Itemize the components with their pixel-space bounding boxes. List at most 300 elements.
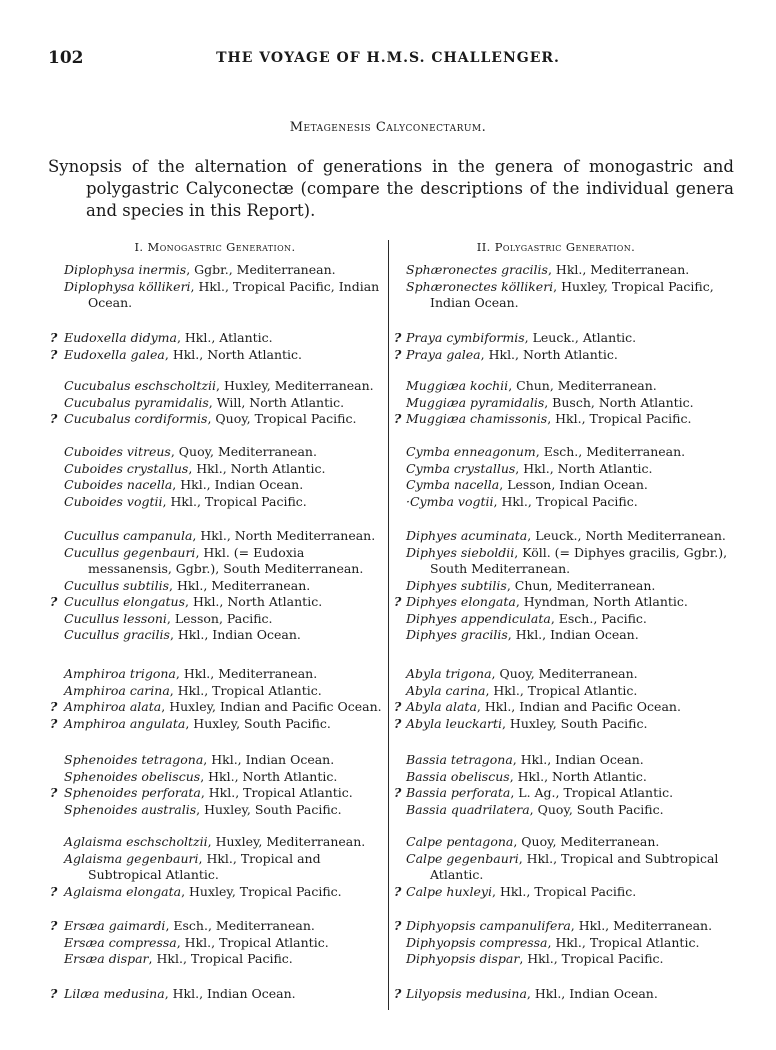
species-authority: , L. Ag., Tropical Atlantic. <box>510 785 674 800</box>
species-authority: , Hkl., Mediterranean. <box>547 262 690 277</box>
running-head: THE VOYAGE OF H.M.S. CHALLENGER. <box>216 50 560 66</box>
species-entry <box>38 477 383 494</box>
page-number: 102 <box>48 48 84 68</box>
species-entry <box>38 611 383 628</box>
species-line <box>64 545 383 578</box>
species-line <box>64 627 383 644</box>
species-authority: , Esch., Mediterranean. <box>535 444 686 459</box>
query-mark: ? <box>50 411 58 426</box>
species-line <box>406 444 732 461</box>
species-line <box>406 834 732 851</box>
species-line <box>64 834 383 851</box>
left-species-group <box>38 986 383 1003</box>
species-authority: , Hkl., Tropical and Subtropical Atlantic. <box>430 850 719 882</box>
species-entry <box>392 461 732 478</box>
species-line <box>64 785 383 802</box>
species-name: Lilyopsis medusina <box>406 986 527 1001</box>
query-mark: ? <box>50 918 58 933</box>
species-line <box>406 986 732 1003</box>
species-entry <box>392 444 732 461</box>
species-line <box>406 716 732 733</box>
species-authority: , Huxley, South Pacific. <box>196 801 342 817</box>
synopsis-text: Synopsis of the alternation of generations in the genera of monogastric and polygastric Calyconectæ (compare the descriptions of the individual genera and species in this Report). <box>48 157 734 220</box>
species-name: Abyla trigona <box>406 666 492 681</box>
right-column-heading: II. Polygastric Generation. <box>476 240 636 254</box>
species-entry <box>38 494 383 511</box>
species-line <box>406 666 732 683</box>
species-line <box>406 802 732 819</box>
species-authority: , Hkl., Tropical Pacific. <box>162 493 307 509</box>
species-authority: , Leuck., Atlantic. <box>524 330 637 345</box>
species-authority: , Hkl., Mediterranean. <box>169 577 311 593</box>
species-authority: , Hkl., Tropical and Subtropical Atlantic. <box>88 850 321 882</box>
species-authority: , Quoy, Mediterranean. <box>170 444 317 459</box>
species-entry <box>392 279 732 312</box>
species-entry <box>392 785 732 802</box>
species-authority: , Will, North Atlantic. <box>208 394 345 410</box>
right-species-group <box>392 262 732 312</box>
species-line <box>406 884 732 901</box>
species-line <box>64 494 383 511</box>
species-entry <box>392 716 732 733</box>
species-line <box>64 411 383 428</box>
species-entry <box>38 411 383 428</box>
species-name: Diphyes gracilis <box>406 627 508 642</box>
query-mark: ? <box>394 986 402 1001</box>
species-name: Cuboides crystallus <box>64 460 189 476</box>
species-name: Diphyes acuminata <box>406 528 528 543</box>
species-authority: , Hkl., Tropical Pacific. <box>547 411 692 426</box>
right-species-group <box>392 378 732 428</box>
query-mark: ? <box>394 785 402 800</box>
species-entry <box>392 378 732 395</box>
species-authority: , Hkl., Indian Ocean. <box>169 627 301 642</box>
species-name: Diphyopsis campanulifera <box>406 918 571 933</box>
section-title: Metagenesis Calyconectarum. <box>289 120 487 135</box>
species-authority: , Köll. (= Diphyes gracilis, Ggbr.), South Mediterranean. <box>430 544 728 576</box>
species-name: Abyla alata <box>406 699 477 714</box>
species-entry <box>392 477 732 494</box>
species-entry <box>38 444 383 461</box>
species-name: Praya galea <box>406 346 481 362</box>
species-entry <box>392 627 732 644</box>
left-species-group <box>38 752 383 818</box>
species-authority: , Hkl., Indian Ocean. <box>203 752 335 767</box>
species-entry <box>38 834 383 851</box>
species-authority: , Hkl., North Atlantic. <box>480 346 618 362</box>
species-name: Cucullus gegenbauri <box>64 544 196 560</box>
species-authority: , Hkl., North Atlantic. <box>509 768 647 784</box>
left-species-group <box>38 528 383 644</box>
left-species-group <box>38 330 383 363</box>
species-entry <box>38 395 383 412</box>
left-column-heading: I. Monogastric Generation. <box>134 240 296 254</box>
species-name: Sphæronectes köllikeri <box>406 278 554 294</box>
species-authority: , Esch., Pacific. <box>550 610 647 626</box>
species-entry <box>392 347 732 364</box>
species-authority: , Hkl., Indian Ocean. <box>172 477 304 492</box>
species-line <box>406 785 732 802</box>
species-name: Cucullus gracilis <box>64 627 170 642</box>
species-entry <box>38 545 383 578</box>
species-name: Diphyes sieboldii <box>406 544 515 560</box>
species-authority: , Hkl., Tropical Atlantic. <box>176 934 329 950</box>
species-line <box>406 494 732 511</box>
species-authority: , Hkl., Tropical Atlantic. <box>547 934 700 950</box>
species-line <box>64 935 383 952</box>
species-name: Cucubalus pyramidalis <box>64 394 209 410</box>
species-line <box>406 545 732 578</box>
species-line <box>64 951 383 968</box>
species-entry <box>38 851 383 884</box>
species-authority: , Huxley, Indian and Pacific Ocean. <box>161 699 382 714</box>
species-authority: , Hkl., Tropical Pacific. <box>492 883 637 899</box>
species-name: Amphiroa alata <box>64 699 162 714</box>
species-authority: , Hkl., North Atlantic. <box>200 768 338 784</box>
species-authority: , Huxley, Tropical Pacific, Indian Ocean. <box>430 278 714 310</box>
species-name: Cuboides vitreus <box>64 444 171 459</box>
left-species-group <box>38 666 383 732</box>
species-line <box>406 578 732 595</box>
species-name: Cymba nacella <box>406 477 500 492</box>
query-mark: ? <box>394 411 402 426</box>
species-line <box>64 683 383 700</box>
species-line <box>406 395 732 412</box>
species-entry <box>38 918 383 935</box>
species-authority: , Chun, Mediterranean. <box>508 378 657 393</box>
species-line <box>406 683 732 700</box>
species-line <box>406 918 732 935</box>
species-name: Amphiroa trigona <box>64 666 176 681</box>
species-entry <box>392 683 732 700</box>
species-authority: , Hkl., North Atlantic. <box>164 346 303 362</box>
query-mark: ? <box>50 883 58 899</box>
species-authority: , Lesson, Pacific. <box>166 610 273 626</box>
species-name: Diphyopsis compressa <box>406 934 548 950</box>
species-authority: , Quoy, Mediterranean. <box>513 834 660 849</box>
right-species-group <box>392 752 732 818</box>
query-mark: ? <box>394 346 402 362</box>
species-authority: , Hkl., Atlantic. <box>176 330 273 345</box>
species-name: Eudoxella didyma <box>64 330 177 345</box>
species-name: Sphenoides obeliscus <box>64 768 201 784</box>
species-name: Diphyes appendiculata <box>406 610 551 626</box>
species-line <box>406 769 732 786</box>
species-entry <box>392 884 732 901</box>
species-name: Cymba crystallus <box>406 460 516 476</box>
species-name: Cucullus campanula <box>64 528 193 543</box>
species-authority: , Quoy, South Pacific. <box>529 801 664 817</box>
species-entry <box>38 785 383 802</box>
species-line <box>64 699 383 716</box>
species-entry <box>392 802 732 819</box>
species-name: Calpe huxleyi <box>406 883 492 899</box>
query-mark: ? <box>394 715 402 731</box>
species-name: Bassia tetragona <box>406 752 513 767</box>
species-name: Sphenoides australis <box>64 801 197 817</box>
species-entry <box>392 986 732 1003</box>
species-authority: , Huxley, Mediterranean. <box>216 378 374 393</box>
species-name: Bassia obeliscus <box>406 768 510 784</box>
species-authority: , Hkl., Tropical Atlantic. <box>169 682 322 698</box>
species-name: Amphiroa angulata <box>64 715 186 731</box>
species-entry <box>38 461 383 478</box>
species-entry <box>392 834 732 851</box>
species-line <box>406 611 732 628</box>
species-name: Aglaisma eschscholtzii <box>64 834 208 849</box>
species-line <box>406 528 732 545</box>
species-name: ·Cymba vogtii <box>406 493 494 509</box>
species-entry <box>392 951 732 968</box>
species-name: Cucullus lessoni <box>64 610 167 626</box>
query-mark: ? <box>394 883 402 899</box>
species-name: Aglaisma gegenbauri <box>64 850 199 866</box>
species-entry <box>38 279 383 312</box>
species-line <box>64 752 383 769</box>
species-line <box>64 666 383 683</box>
species-authority: , Lesson, Indian Ocean. <box>499 477 648 492</box>
species-authority: , Hkl. (= Eudoxia messanensis, Ggbr.), South Mediterranean. <box>88 544 364 576</box>
species-name: Muggiæa chamissonis <box>406 411 548 426</box>
species-entry <box>392 918 732 935</box>
species-name: Ersæa compressa <box>64 934 177 950</box>
species-authority: , Hkl., North Atlantic. <box>188 460 326 476</box>
left-species-group <box>38 444 383 510</box>
species-entry <box>38 752 383 769</box>
species-authority: , Hkl., Tropical Pacific. <box>148 951 293 966</box>
species-authority: , Hyndman, North Atlantic. <box>515 594 688 609</box>
species-authority: , Huxley, South Pacific. <box>501 715 648 731</box>
species-name: Aglaisma elongata <box>64 883 182 899</box>
species-entry <box>392 769 732 786</box>
species-line <box>406 699 732 716</box>
species-line <box>64 528 383 545</box>
species-authority: , Hkl., Indian and Pacific Ocean. <box>476 699 681 714</box>
species-name: Cucullus elongatus <box>64 594 186 609</box>
species-entry <box>392 752 732 769</box>
species-authority: , Hkl., Mediterranean. <box>570 918 713 933</box>
species-name: Cymba enneagonum <box>406 444 536 459</box>
query-mark: ? <box>50 699 58 714</box>
species-name: Sphæronectes gracilis <box>406 262 548 277</box>
species-entry <box>38 716 383 733</box>
species-line <box>64 851 383 884</box>
species-entry <box>38 951 383 968</box>
species-name: Calpe pentagona <box>406 834 514 849</box>
species-name: Diphyes elongata <box>406 594 516 609</box>
species-entry <box>392 594 732 611</box>
species-authority: , Hkl., Tropical Pacific. <box>493 493 638 509</box>
species-name: Sphenoides perforata <box>64 785 201 800</box>
species-entry <box>392 411 732 428</box>
species-entry <box>392 545 732 578</box>
species-line <box>406 378 732 395</box>
species-authority: , Quoy, Mediterranean. <box>491 666 638 681</box>
species-name: Muggiæa pyramidalis <box>406 394 545 410</box>
species-entry <box>38 666 383 683</box>
species-authority: , Huxley, Tropical Pacific. <box>181 883 342 899</box>
species-entry <box>38 769 383 786</box>
species-line <box>406 752 732 769</box>
species-authority: , Hkl., North Atlantic. <box>515 460 653 476</box>
query-mark: ? <box>50 594 58 609</box>
species-name: Diplophysa köllikeri <box>64 278 191 294</box>
species-line <box>64 578 383 595</box>
species-authority: , Hkl., Tropical Pacific. <box>519 951 664 966</box>
species-line <box>64 611 383 628</box>
query-mark: ? <box>394 594 402 609</box>
species-line <box>64 986 383 1003</box>
species-line <box>64 802 383 819</box>
query-mark: ? <box>394 699 402 714</box>
species-entry <box>38 347 383 364</box>
species-authority: , Quoy, Tropical Pacific. <box>207 411 357 426</box>
species-name: Sphenoides tetragona <box>64 752 204 767</box>
species-line <box>64 395 383 412</box>
species-entry <box>38 986 383 1003</box>
right-species-group <box>392 834 732 900</box>
species-entry <box>392 330 732 347</box>
species-name: Cuboides vogtii <box>64 493 163 509</box>
species-name: Bassia quadrilatera <box>406 801 530 817</box>
synopsis-paragraph <box>48 156 734 222</box>
species-authority: , Hkl., North Atlantic. <box>185 594 323 609</box>
species-entry <box>38 594 383 611</box>
species-entry <box>38 528 383 545</box>
species-line <box>406 851 732 884</box>
species-entry <box>38 262 383 279</box>
right-species-group <box>392 528 732 644</box>
species-authority: , Ggbr., Mediterranean. <box>186 262 336 277</box>
species-line <box>406 935 732 952</box>
species-entry <box>38 884 383 901</box>
species-authority: , Hkl., Mediterranean. <box>175 666 318 681</box>
query-mark: ? <box>394 918 402 933</box>
species-entry <box>38 683 383 700</box>
right-species-group <box>392 666 732 732</box>
species-line <box>64 262 383 279</box>
species-entry <box>38 802 383 819</box>
species-authority: , Hkl., Indian Ocean. <box>164 986 296 1001</box>
species-entry <box>392 494 732 511</box>
species-authority: , Hkl., Tropical Atlantic. <box>485 682 638 698</box>
species-line <box>64 594 383 611</box>
species-entry <box>392 666 732 683</box>
species-entry <box>38 578 383 595</box>
species-line <box>406 477 732 494</box>
species-authority: , Hkl., North Mediterranean. <box>192 528 376 543</box>
right-species-group <box>392 444 732 510</box>
species-line <box>64 330 383 347</box>
species-line <box>64 444 383 461</box>
species-line <box>406 627 732 644</box>
species-name: Cucubalus eschscholtzii <box>64 378 217 393</box>
left-species-group <box>38 918 383 968</box>
species-line <box>64 279 383 312</box>
species-entry <box>392 528 732 545</box>
species-entry <box>38 330 383 347</box>
species-entry <box>392 851 732 884</box>
species-entry <box>392 935 732 952</box>
species-line <box>406 594 732 611</box>
species-entry <box>392 578 732 595</box>
species-line <box>406 279 732 312</box>
species-authority: , Leuck., North Mediterranean. <box>527 528 726 543</box>
species-line <box>64 378 383 395</box>
species-name: Muggiæa kochii <box>406 378 509 393</box>
species-line <box>406 330 732 347</box>
species-name: Lilæa medusina <box>64 986 165 1001</box>
species-authority: , Hkl., Indian Ocean. <box>512 752 644 767</box>
species-name: Cucullus subtilis <box>64 577 169 593</box>
species-name: Calpe gegenbauri <box>406 850 519 866</box>
species-entry <box>38 627 383 644</box>
species-name: Cucubalus cordiformis <box>64 411 208 426</box>
query-mark: ? <box>50 986 58 1001</box>
species-entry <box>392 611 732 628</box>
species-line <box>64 884 383 901</box>
right-species-group <box>392 918 732 968</box>
species-line <box>406 347 732 364</box>
species-line <box>406 262 732 279</box>
species-line <box>64 918 383 935</box>
left-species-group <box>38 378 383 428</box>
query-mark: ? <box>50 715 58 731</box>
species-line <box>64 716 383 733</box>
species-line <box>64 769 383 786</box>
species-line <box>406 461 732 478</box>
species-authority: , Busch, North Atlantic. <box>544 394 694 410</box>
query-mark: ? <box>394 330 402 345</box>
species-name: Bassia perforata <box>406 785 511 800</box>
species-entry <box>38 699 383 716</box>
species-entry <box>38 378 383 395</box>
species-name: Abyla carina <box>406 682 486 698</box>
species-entry <box>392 699 732 716</box>
species-name: Abyla leuckarti <box>406 715 502 731</box>
species-name: Praya cymbiformis <box>406 330 525 345</box>
species-authority: , Chun, Mediterranean. <box>506 577 656 593</box>
query-mark: ? <box>50 346 58 362</box>
right-species-group <box>392 986 732 1003</box>
species-line <box>64 477 383 494</box>
species-line <box>64 461 383 478</box>
species-entry <box>38 935 383 952</box>
species-name: Amphiroa carina <box>64 682 170 698</box>
species-authority: , Hkl., Indian Ocean. <box>507 627 639 642</box>
species-authority: , Huxley, Mediterranean. <box>207 834 366 849</box>
species-authority: , Hkl., Indian Ocean. <box>526 986 658 1001</box>
species-entry <box>392 395 732 412</box>
species-authority: , Esch., Mediterranean. <box>165 918 315 933</box>
left-species-group <box>38 834 383 900</box>
query-mark: ? <box>50 330 58 345</box>
species-entry <box>392 262 732 279</box>
species-name: Diphyes subtilis <box>406 577 507 593</box>
species-line <box>64 347 383 364</box>
query-mark: ? <box>50 785 58 800</box>
species-name: Eudoxella galea <box>64 346 165 362</box>
species-name: Ersæa dispar <box>64 951 149 966</box>
column-divider <box>388 240 389 1010</box>
species-name: Cuboides nacella <box>64 477 173 492</box>
species-name: Ersæa gaimardi <box>64 918 166 933</box>
species-authority: , Hkl., Tropical Atlantic. <box>200 785 353 800</box>
species-line <box>406 411 732 428</box>
right-species-group <box>392 330 732 363</box>
left-species-group <box>38 262 383 312</box>
species-name: Diplophysa inermis <box>64 262 187 277</box>
